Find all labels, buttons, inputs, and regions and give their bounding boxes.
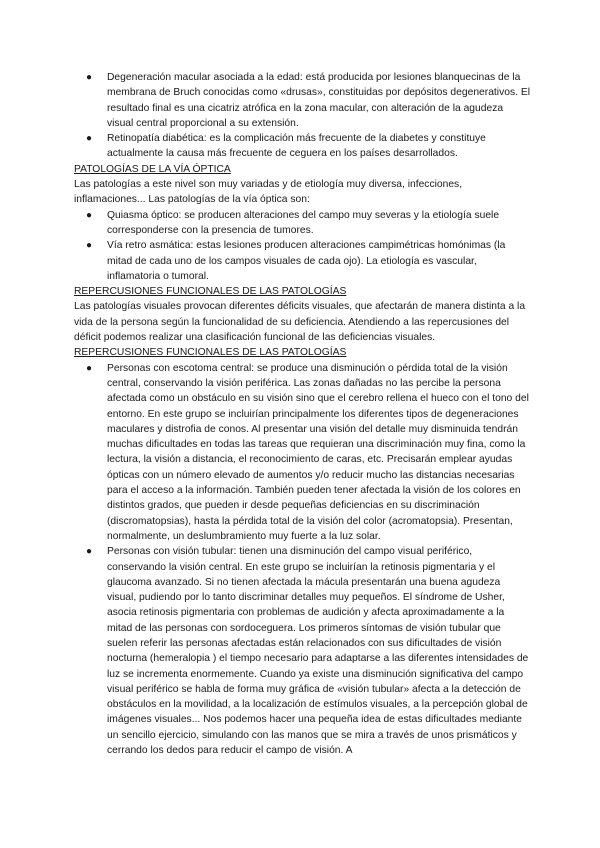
bullet: ●	[86, 362, 93, 374]
document-page	[74, 70, 530, 758]
optic-pathway-list	[74, 208, 530, 284]
bullet: ●	[86, 240, 93, 252]
list-item-text: Personas con visión tubular: tienen una disminución del campo visual periférico, conservando la visión central. En este grupo se incluirían la retinosis pigmentaria y el glaucoma avanzado. Si no tienen afectada la mácula presentarán una buena agudeza visual, pudiendo por lo tanto discriminar detalles muy pequeños. El síndrome de Usher, asocia retinosis pigmentaria con problemas de audición y afecta aproximadamente a la mitad de las personas con sordoceguera. Los primeros síntomas de visión tubular que suelen referir las personas afectadas están relacionados con sus dificultades de visión nocturna (hemeralopia ) el tiempo necesario para adaptarse a las diferentes intensidades de luz se incrementa enormemente. Cuando ya existe una disminución significativa del campo visual periférico se habla de forma muy gráfica de «visión tubular» afecta a la detección de obstáculos en la movilidad, a la localización de estímulos visuales, a la percepción global de imágenes visuales... Nos podemos hacer una pequeña idea de estas dificultades mediante un sencillo ejercicio, simulando con las manos que se mira a través de unos prismáticos y cerrando los dedos para reducir el campo de visión. A	[107, 546, 529, 757]
list-item	[74, 70, 530, 131]
list-item-text: Quiasma óptico: se producen alteraciones del campo muy severas y la etiología suele corresponderse con la presencia de tumores.	[107, 209, 500, 236]
list-item-text: Vía retro asmática: estas lesiones producen alteraciones campimétricas homónimas (la mitad de cada uno de los campos visuales de cada ojo). La etiología es vascular, inflamatoria o tumoral.	[107, 240, 506, 282]
section-heading-optic-pathway: PATOLOGÍAS DE LA VÍA ÓPTICA	[74, 163, 231, 175]
functional-groups-list	[74, 361, 530, 759]
list-item-text: Personas con escotoma central: se produce una disminución o pérdida total de la visión central, conservando la visión periférica. Las zonas dañadas no las percibe la persona afectada como un obstáculo en su visión sino que el cerebro rellena el hueco con el tono del entorno. En este grupo se incluirían principalmente los diferentes tipos de degeneraciones maculares y distrofia de conos. Al presentar una visión del detalle muy disminuida tendrán muchas dificultades en todas las tareas que requieran una discriminación muy fina, como la lectura, la visión a distancia, el reconocimiento de caras, etc. Precisarán emplear ayudas ópticas con un número elevado de aumentos y/o reducir mucho las distancias necesarias para el acceso a la información. También pueden tener afectada la visión de los colores en distintos grados, que pueden ir desde pequeñas deficiencias en su discriminación (discromatopsias), hasta la pérdida total de la visión del color (acromatopsia). Presentan, normalmente, un deslumbramiento muy fuerte a la luz solar.	[107, 362, 529, 542]
bullet: ●	[86, 72, 93, 83]
list-item	[74, 208, 530, 239]
bullet: ●	[86, 546, 93, 558]
list-item	[74, 238, 530, 284]
paragraph-functional-repercussions: Las patologías visuales provocan diferentes déficits visuales, que afectarán de manera distinta a la vida de la persona según la funcionalidad de su deficiencia. Atendiendo a las repercusiones del déficit podemos realizar una clasificación funcional de las deficiencias visuales.	[74, 301, 526, 344]
section-heading-functional-repercussions-2: REPERCUSIONES FUNCIONALES DE LAS PATOLOGÍAS	[74, 347, 347, 359]
retina-pathologies-list	[74, 70, 530, 162]
paragraph-optic-pathway: Las patologías a este nivel son muy variadas y de etiología muy diversa, infecciones, inflamaciones... Las patologías de la vía óptica son:	[74, 179, 463, 206]
section-heading-functional-repercussions: REPERCUSIONES FUNCIONALES DE LAS PATOLOGÍAS	[74, 286, 347, 298]
list-item-text: Degeneración macular asociada a la edad: está producida por lesiones blanquecinas de la membrana de Bruch conocidas como «drusas», constituidas por depósitos degenerativos. El resultado final es una cicatriz atrófica en la zona macular, con alteración de la agudeza visual central proporcional a su extensión.	[107, 72, 530, 129]
list-item	[74, 131, 530, 162]
list-item-text: Retinopatía diabética: es la complicación más frecuente de la diabetes y constituye actualmente la causa más frecuente de ceguera en los países desarrollados.	[107, 133, 486, 160]
bullet: ●	[86, 209, 93, 221]
bullet: ●	[86, 133, 93, 145]
list-item	[74, 361, 530, 545]
list-item	[74, 544, 530, 758]
